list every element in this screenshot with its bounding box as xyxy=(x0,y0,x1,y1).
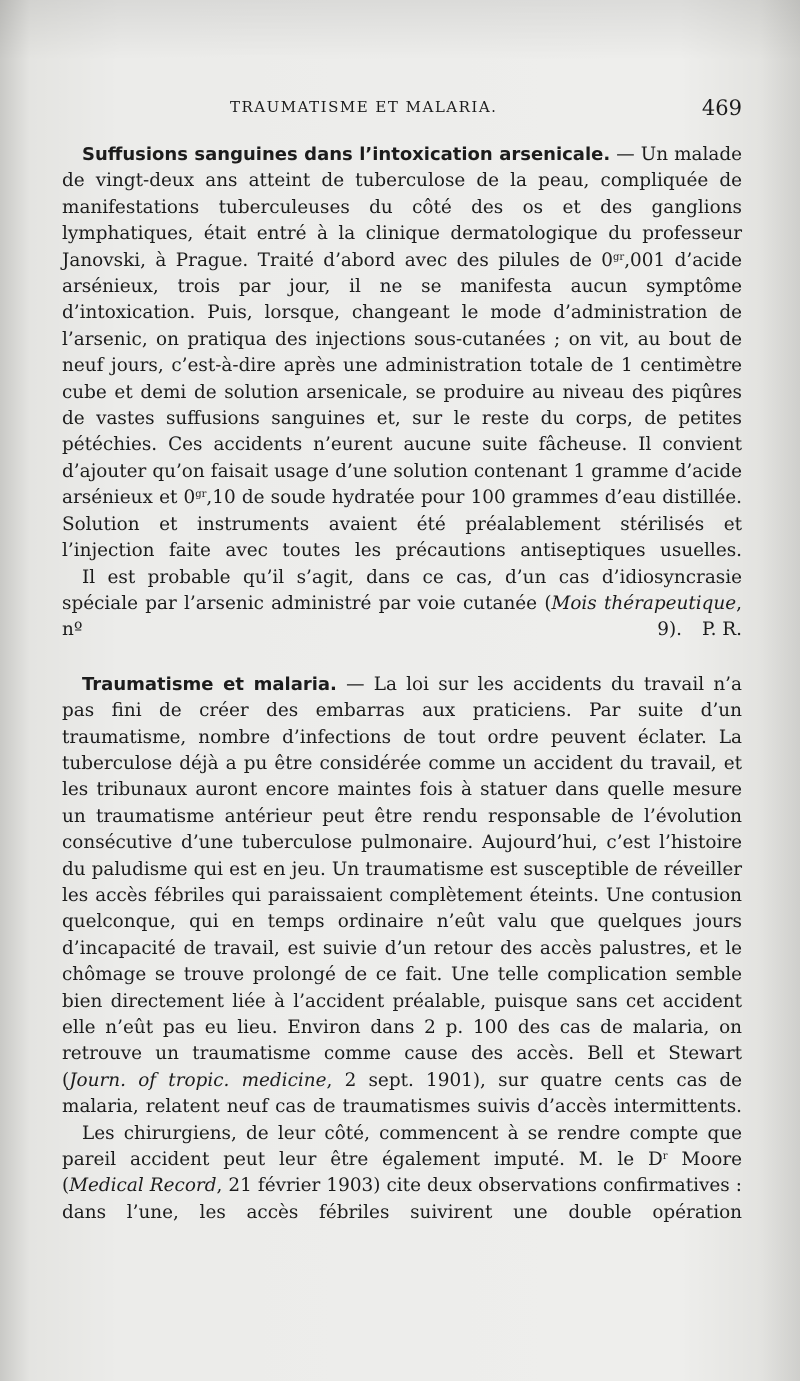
author-signature: P. R. xyxy=(701,619,742,641)
article-text: , 2 sept. 1901), sur quatre cents cas de malaria, relatent neuf cas de traumatismes suivis d’accès intermittents. xyxy=(62,1069,742,1118)
article-malaria-paragraph-1 xyxy=(62,672,742,1121)
article-suffusions-paragraph-1 xyxy=(62,142,742,565)
article-text: — La loi sur les accidents du travail n’a pas fini de créer des embarras aux praticiens. Par suite d’un traumatisme, nombre d’infections de tout ordre peuvent éclater. La tuberculose déjà a pu être considérée comme un accident du travail, et les tribunaux auront encore maintes fois à statuer dans quelle mesure un traumatisme antérieur peut être rendu responsable de l’évolution consécutive d’une tuberculose pulmonaire. Aujourd’hui, c’est l’histoire du paludisme qui est en jeu. Un traumatisme est susceptible de réveiller les accès fébriles qui paraissaient complètement éteints. Une contusion quelconque, qui en temps ordinaire n’eût valu que quelques jours d’incapacité de travail, est suivie d’un retour des accès palustres, et le chômage se trouve prolongé de ce fait. Une telle complication semble bien directement liée à l’accident préalable, puisque sans cet accident elle n’eût pas eu lieu. Environ dans 2 p. 100 des cas de malaria, on retrouve un traumatisme comme cause des accès. Bell et Stewart ( xyxy=(62,673,742,1091)
source-citation: Medical Record xyxy=(69,1175,217,1197)
article-text: , nº 9). xyxy=(62,592,742,641)
article-text: Moore ( xyxy=(62,1149,742,1197)
article-text: ,001 d’acide arsénieux, trois par jour, il ne se manifesta aucun symptôme d’intoxication. Puis, lorsque, changeant le mode d’administration de l’arsenic, on pratiqua des injections sous-cutanées ; on vit, au bout de neuf jours, c’est-à-dire après une administration totale de 1 centimètre cube et demi de solution arsenicale, se produire au niveau des piqûres de vastes suffusions sanguines et, sur le reste du corps, de petites pétéchies. Ces accidents n’eurent aucune suite fâcheuse. Il convient d’ajouter qu’on faisait usage d’une solution contenant 1 gramme d’acide arsénieux et 0 xyxy=(62,249,743,509)
section-gap xyxy=(62,644,742,672)
article-title-suffusions: Suffusions sanguines dans l’intoxication arsenicale. xyxy=(82,144,611,165)
article-title-malaria: Traumatisme et malaria. xyxy=(82,673,337,695)
page-header xyxy=(62,98,742,128)
article-suffusions-paragraph-2 xyxy=(62,565,742,644)
article-text: ,10 de soude hydratée pour 100 grammes d’eau distillée. Solution et instruments avaient été préalablement stérilisés et l’injection faite avec toutes les précautions antiseptiques usuelles. xyxy=(62,487,742,562)
page-number: 469 xyxy=(701,96,742,120)
title-superscript: r xyxy=(662,1151,668,1163)
unit-superscript: gr xyxy=(195,489,207,501)
source-citation: Mois thérapeutique xyxy=(551,592,737,614)
article-malaria-paragraph-2 xyxy=(62,1121,742,1227)
unit-superscript: gr xyxy=(613,251,625,263)
article-text: Il est probable qu’il s’agit, dans ce cas, d’un cas d’idiosyncrasie spéciale par l’arsenic administré par voie cutanée ( xyxy=(62,566,742,614)
source-citation: Journ. of tropic. medicine xyxy=(69,1069,327,1091)
article-text: Les chirurgiens, de leur côté, commencent à se rendre compte que pareil accident peut leur être également imputé. M. le D xyxy=(62,1122,742,1171)
page-body xyxy=(62,142,742,1226)
article-text: — Un malade de vingt-deux ans atteint de tuberculose de la peau, compliquée de manifestations tuberculeuses du côté des os et des ganglions lymphatiques, était entré à la clinique dermatologique du professeur Janovski, à Prague. Traité d’abord avec des pilules de 0 xyxy=(62,144,742,271)
article-text: , 21 février 1903) cite deux observations confirmatives : dans l’une, les accès fébriles suivirent une double opération xyxy=(62,1175,742,1223)
running-head: TRAUMATISME ET MALARIA. xyxy=(230,98,498,116)
